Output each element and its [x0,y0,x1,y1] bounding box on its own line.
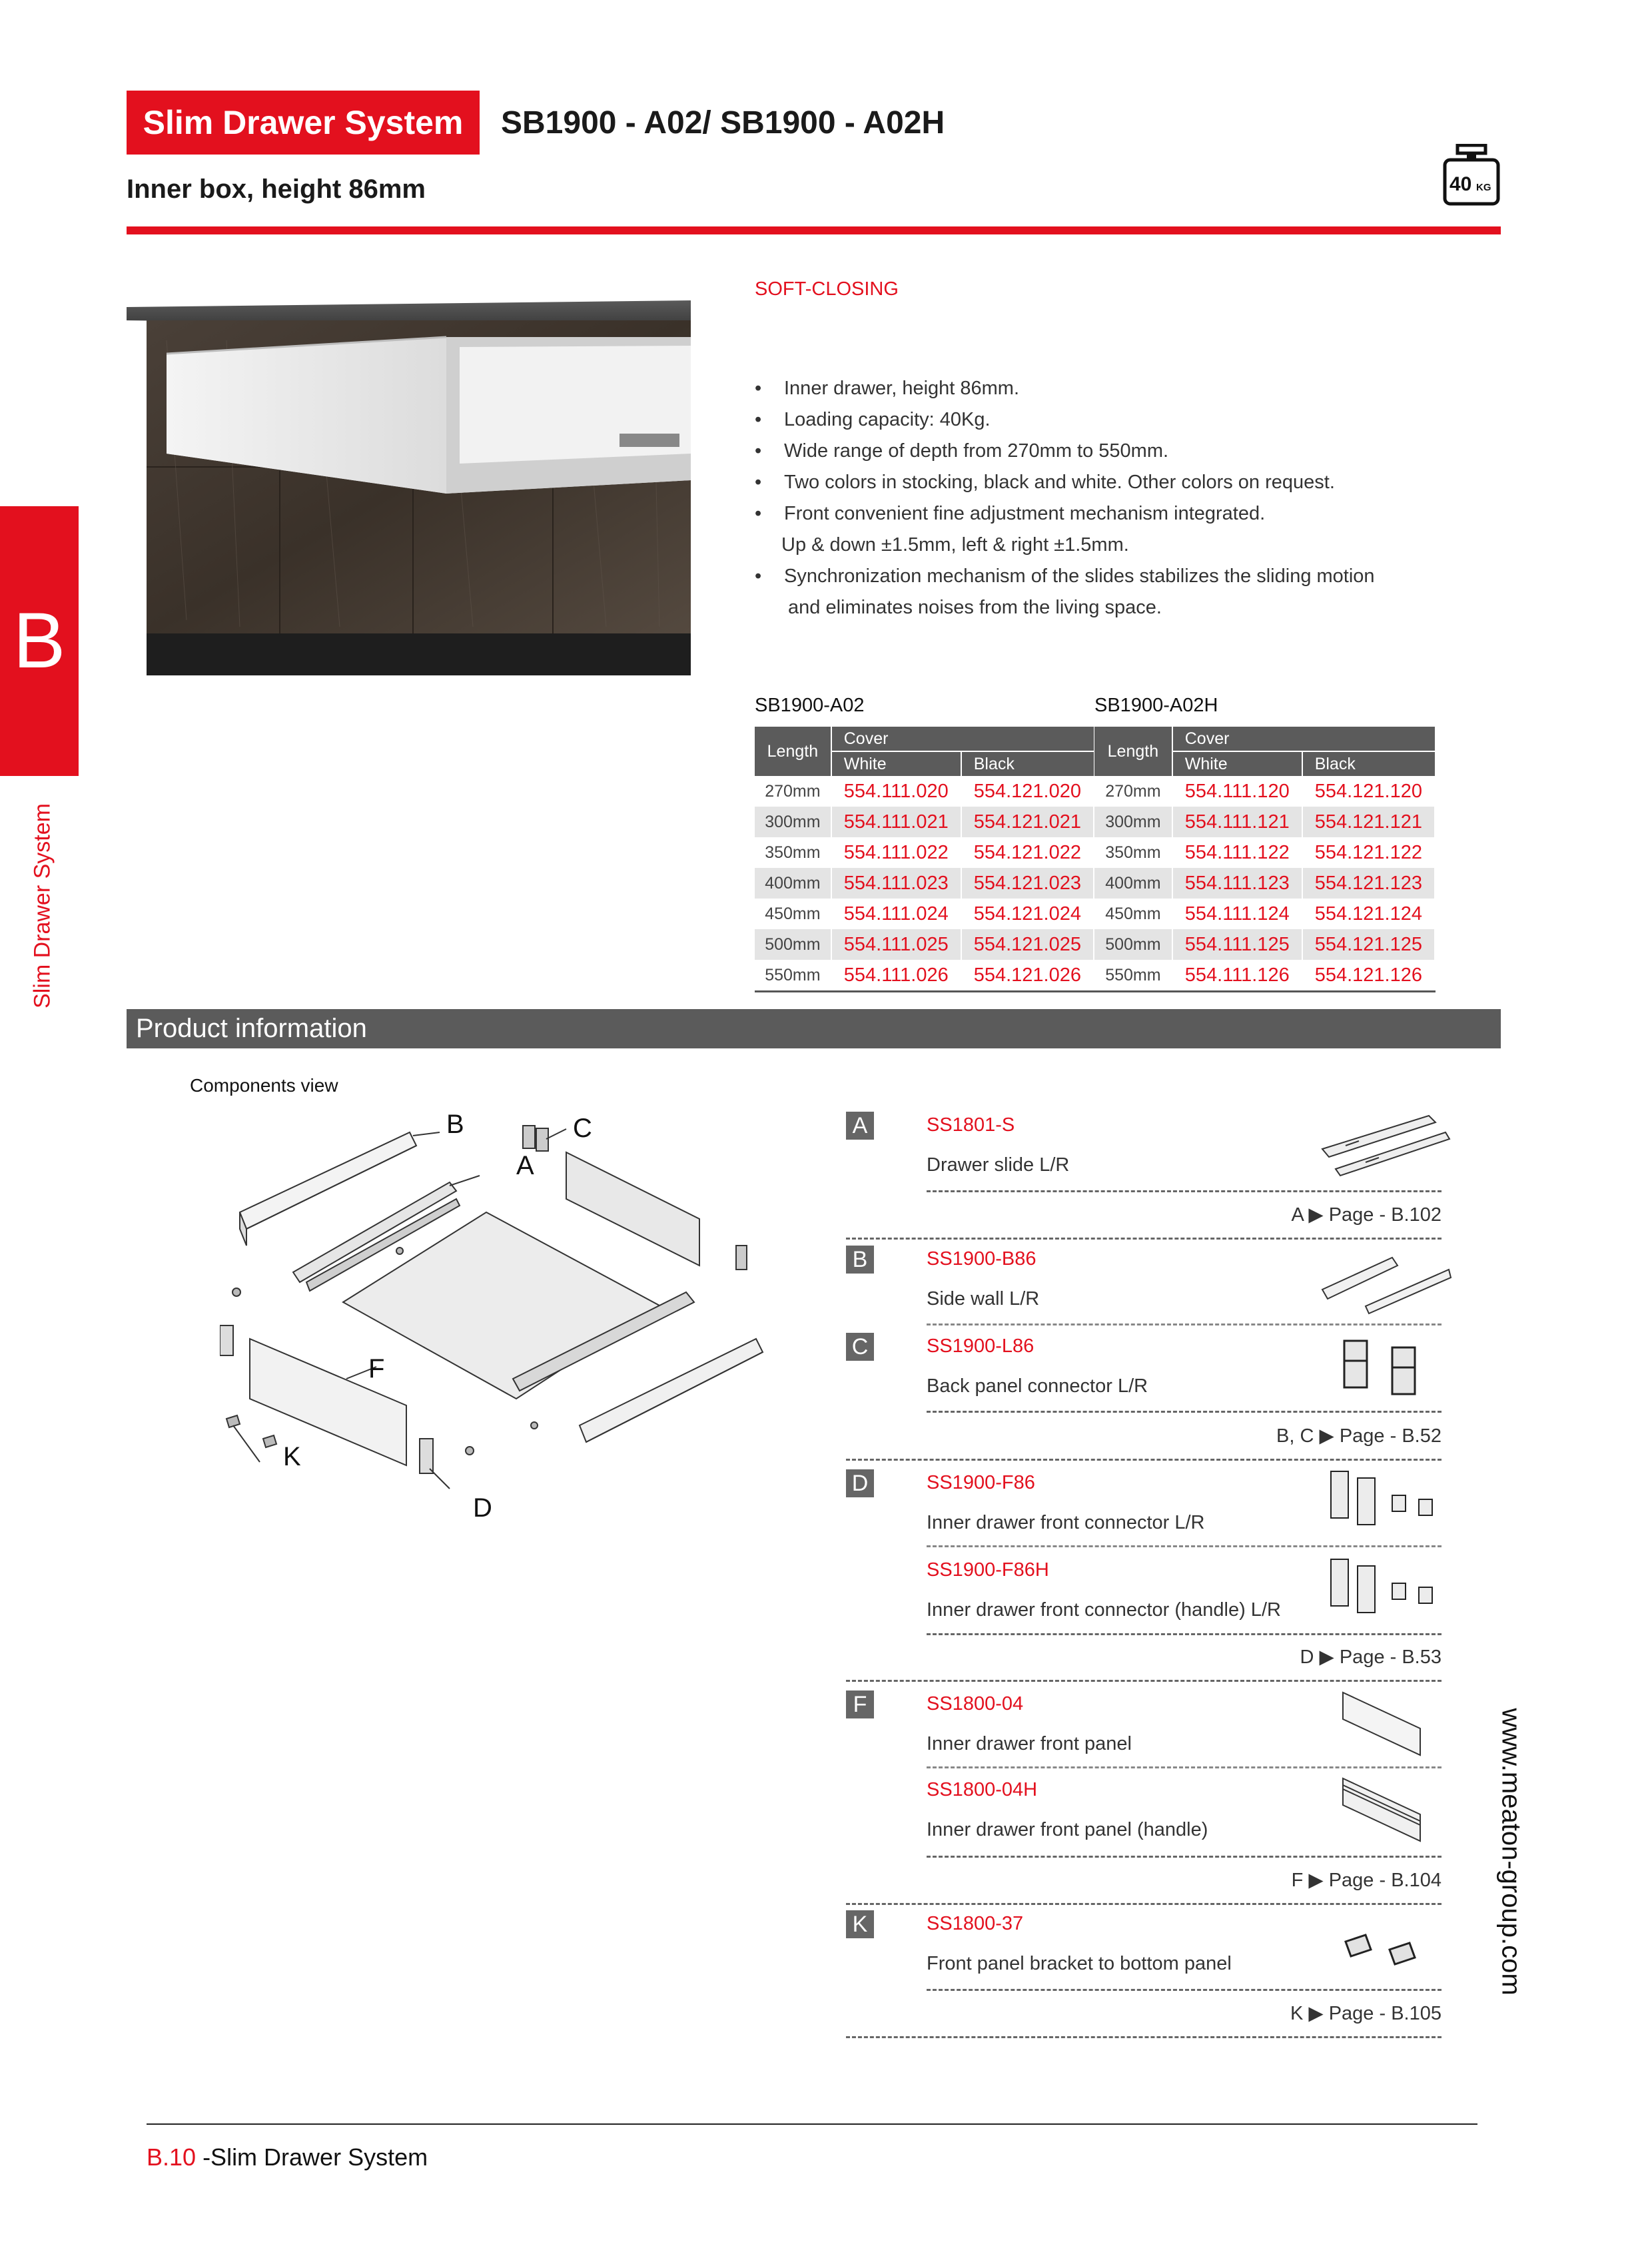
black-code-cell: 554.121.025 [961,929,1094,960]
white-code-cell: 554.111.023 [831,868,961,899]
section-tab: B [0,506,79,776]
black-code-cell: 554.121.022 [961,837,1094,868]
diagram-label-d: D [473,1493,492,1523]
black-code-cell: 554.121.121 [1302,807,1435,837]
table-row [755,929,1094,960]
black-code-cell: 554.121.026 [961,960,1094,992]
divider [927,1856,1442,1858]
table-row [1094,776,1435,807]
product-info-bar: Product information [127,1009,1501,1048]
table-row [1094,929,1435,960]
col-cover: Cover [1172,727,1435,751]
divider [927,1766,1442,1768]
footer-divider [147,2123,1477,2125]
length-cell: 300mm [1094,807,1172,837]
section-side-label: Slim Drawer System [29,803,55,1008]
component-code-b: SS1900-B86 [927,1248,1036,1270]
white-code-cell: 554.111.125 [1172,929,1302,960]
component-code-f: SS1800-04 [927,1693,1024,1714]
divider [927,1323,1442,1325]
page-ref-a: A ▶ Page - B.102 [1291,1204,1442,1226]
black-code-cell: 554.121.120 [1302,776,1435,807]
front-connector-thumbnail [1326,1467,1446,1534]
black-code-cell: 554.121.021 [961,807,1094,837]
component-desc-f2: Inner drawer front panel (handle) [927,1819,1208,1840]
black-code-cell: 554.121.124 [1302,899,1435,929]
table-row [755,899,1094,929]
component-code-d2: SS1900-F86H [927,1559,1049,1581]
component-desc-d2: Inner drawer front connector (handle) L/R [927,1599,1281,1621]
table-row [755,776,1094,807]
component-letter-d: D [846,1469,874,1497]
component-desc-f: Inner drawer front panel [927,1733,1132,1754]
length-cell: 550mm [1094,960,1172,992]
length-cell: 450mm [1094,899,1172,929]
back-connector-thumbnail [1339,1334,1432,1401]
page-number: B.10 [147,2143,197,2171]
length-cell: 270mm [755,776,831,807]
bracket-thumbnail [1339,1928,1426,1975]
model-title: SB1900 - A02/ SB1900 - A02H [501,105,945,141]
length-cell: 400mm [755,868,831,899]
divider [927,1989,1442,1991]
component-letter-b: B [846,1246,874,1274]
table-row [755,868,1094,899]
divider [846,1238,1442,1240]
length-cell: 300mm [755,807,831,837]
black-code-cell: 554.121.126 [1302,960,1435,992]
page-ref-d: D ▶ Page - B.53 [1300,1647,1442,1668]
component-desc-b: Side wall L/R [927,1288,1040,1309]
col-length: Length [1094,727,1172,776]
weight-unit: KG [1476,182,1491,193]
table-row [1094,960,1435,992]
white-code-cell: 554.111.120 [1172,776,1302,807]
component-code-f2: SS1800-04H [927,1779,1038,1800]
black-code-cell: 554.121.122 [1302,837,1435,868]
length-cell: 270mm [1094,776,1172,807]
product-photo [127,300,691,675]
components-view-label: Components view [190,1075,338,1096]
white-code-cell: 554.111.026 [831,960,961,992]
diagram-label-k: K [283,1442,301,1471]
feature-item: Up & down ±1.5mm, left & right ±1.5mm. [781,534,1129,556]
col-white: White [831,751,961,776]
diagram-label-b: B [446,1110,464,1139]
white-code-cell: 554.111.021 [831,807,961,837]
component-desc-k: Front panel bracket to bottom panel [927,1953,1232,1974]
page-subtitle: Inner box, height 86mm [127,175,426,204]
table-a [755,727,1094,992]
component-code-c: SS1900-L86 [927,1335,1034,1357]
component-desc-c: Back panel connector L/R [927,1375,1148,1397]
table-a-title: SB1900-A02 [755,695,865,716]
component-code-d: SS1900-F86 [927,1472,1035,1493]
divider [927,1545,1442,1547]
drawer-slide-thumbnail [1319,1109,1452,1182]
feature-item: • Synchronization mechanism of the slides stabilizes the sliding motion [755,561,1421,592]
component-desc-a: Drawer slide L/R [927,1154,1070,1176]
black-code-cell: 554.121.125 [1302,929,1435,960]
col-cover: Cover [831,727,1094,751]
length-cell: 350mm [1094,837,1172,868]
table-row [755,837,1094,868]
white-code-cell: 554.111.123 [1172,868,1302,899]
side-wall-thumbnail [1319,1243,1452,1316]
component-desc-d: Inner drawer front connector L/R [927,1512,1205,1533]
diagram-label-a: A [516,1151,534,1180]
exploded-diagram [220,1106,839,1559]
divider [846,1680,1442,1682]
black-code-cell: 554.121.123 [1302,868,1435,899]
footer-label: -Slim Drawer System [196,2143,428,2171]
col-white: White [1172,751,1302,776]
component-letter-f: F [846,1690,874,1718]
feature-item: • Front convenient fine adjustment mechanism integrated. [755,498,1421,530]
divider [846,2036,1442,2038]
features-list [755,373,1421,623]
white-code-cell: 554.111.022 [831,837,961,868]
feature-item: • Inner drawer, height 86mm. [755,373,1421,404]
black-code-cell: 554.121.020 [961,776,1094,807]
component-code-a: SS1801-S [927,1114,1015,1136]
front-connector-handle-thumbnail [1326,1555,1446,1622]
divider [846,1903,1442,1905]
black-code-cell: 554.121.024 [961,899,1094,929]
divider [846,1459,1442,1461]
table-row [1094,807,1435,837]
length-cell: 500mm [1094,929,1172,960]
component-letter-c: C [846,1333,874,1361]
white-code-cell: 554.111.024 [831,899,961,929]
table-b-title: SB1900-A02H [1094,695,1218,716]
weight-value: 40 [1449,173,1472,195]
table-row [1094,868,1435,899]
divider [927,1633,1442,1635]
length-cell: 450mm [755,899,831,929]
col-length: Length [755,727,831,776]
page-ref-f: F ▶ Page - B.104 [1291,1870,1442,1891]
website-url: www.meaton-group.com [1496,1708,1526,1996]
white-code-cell: 554.111.121 [1172,807,1302,837]
white-code-cell: 554.111.122 [1172,837,1302,868]
length-cell: 500mm [755,929,831,960]
front-panel-handle-thumbnail [1339,1774,1432,1848]
table-b [1094,727,1436,992]
front-panel-thumbnail [1339,1688,1432,1762]
table-row [1094,837,1435,868]
col-black: Black [1302,751,1435,776]
feature-item: • Two colors in stocking, black and white. Other colors on request. [755,467,1421,498]
divider [927,1411,1442,1413]
page-ref-bc: B, C ▶ Page - B.52 [1276,1425,1442,1447]
divider [927,1190,1442,1192]
white-code-cell: 554.111.124 [1172,899,1302,929]
diagram-label-c: C [573,1114,592,1143]
header-divider [127,226,1501,234]
feature-item: and eliminates noises from the living space. [788,597,1162,618]
white-code-cell: 554.111.126 [1172,960,1302,992]
length-cell: 400mm [1094,868,1172,899]
col-black: Black [961,751,1094,776]
feature-item: • Wide range of depth from 270mm to 550mm. [755,436,1421,467]
component-letter-k: K [846,1910,874,1938]
weight-capacity-icon [1443,144,1500,206]
table-row [755,960,1094,992]
length-cell: 550mm [755,960,831,992]
black-code-cell: 554.121.023 [961,868,1094,899]
component-code-k: SS1800-37 [927,1913,1024,1934]
series-label: Slim Drawer System [127,91,480,155]
features-title: SOFT-CLOSING [755,278,899,300]
page-ref-k: K ▶ Page - B.105 [1290,2003,1442,2024]
diagram-label-f: F [368,1354,385,1383]
feature-item: • Loading capacity: 40Kg. [755,404,1421,436]
component-letter-a: A [846,1112,874,1140]
white-code-cell: 554.111.025 [831,929,961,960]
length-cell: 350mm [755,837,831,868]
white-code-cell: 554.111.020 [831,776,961,807]
table-row [1094,899,1435,929]
table-row [755,807,1094,837]
footer [147,2143,428,2171]
